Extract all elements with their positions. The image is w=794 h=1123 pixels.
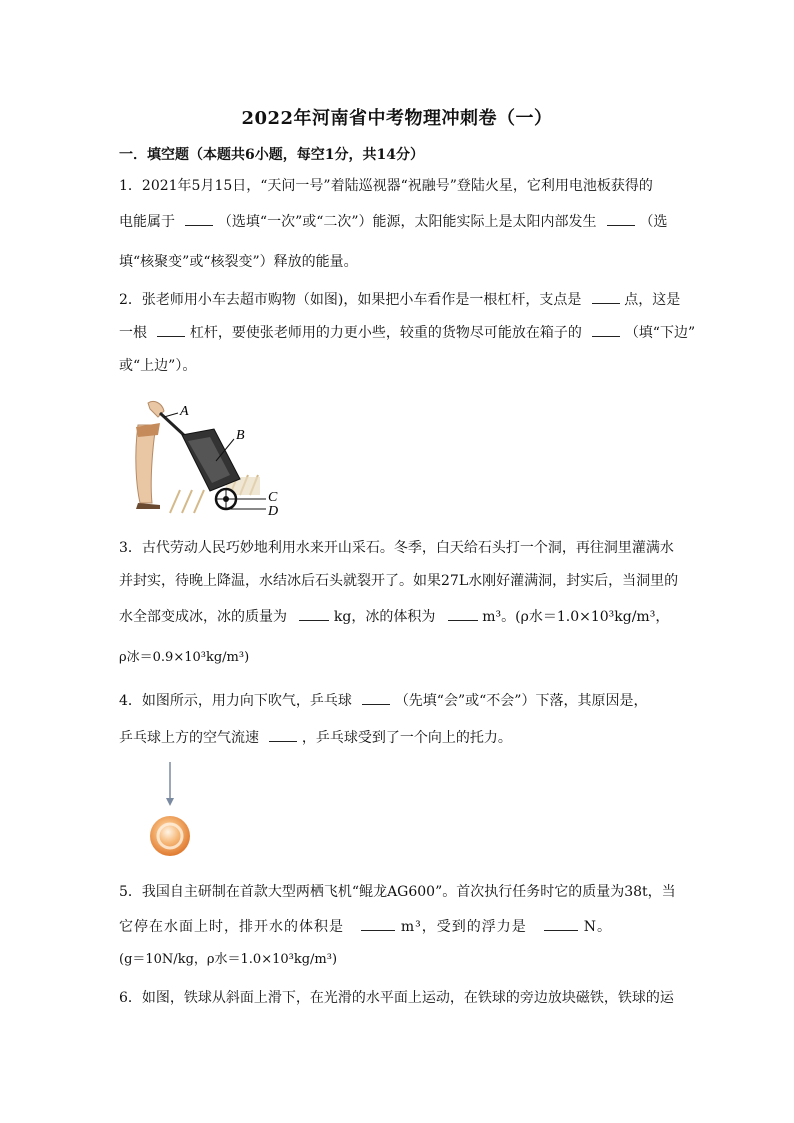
q2-blank-2[interactable] [157, 322, 185, 337]
q6-line-1: 6．如图，铁球从斜面上滑下，在光滑的水平面上运动，在铁球的旁边放块磁铁，铁球的运 [119, 990, 674, 1006]
q1-line-1: 1．2021年5月15日，“天问一号”着陆巡视器“祝融号”登陆火星，它利用电池板获得的 [119, 178, 653, 194]
q3-text: m³。(ρ水＝1.0×10³kg/m³， [482, 609, 670, 625]
q2-text: 2．张老师用小车去超市购物（如图)，如果把小车看作是一根杠杆，支点是 [119, 292, 582, 308]
q2-line-2 [119, 322, 696, 343]
q4-text: ，乒乓球受到了一个向上的托力。 [301, 730, 512, 746]
label-d: D [268, 504, 279, 519]
page-title: 2022年河南省中考物理冲刺卷（一） [241, 108, 553, 129]
q5-text: N。 [583, 919, 612, 935]
q1-text: 电能属于 [119, 214, 175, 230]
q2-text: 一根 [119, 325, 147, 341]
ping-pong-ball [150, 816, 190, 856]
q5-line-2 [119, 916, 679, 937]
q5-line-1: 5．我国自主研制在首款大型两栖飞机“鲲龙AG600”。首次执行任务时它的质量为38t，当 [119, 884, 676, 900]
label-a: A [180, 404, 189, 419]
q4-blank-1[interactable] [362, 690, 390, 705]
q2-text: （填“下边” [624, 325, 696, 341]
q5-blank-2[interactable] [544, 916, 578, 931]
q3-line-2: 并封实，待晚上降温，水结冰后石头就裂开了。如果27L水刚好灌满洞，封实后，当洞里的 [119, 573, 679, 589]
q3-text: kg，冰的体积为 [333, 609, 436, 625]
q3-line-4: ρ冰＝0.9×10³kg/m³) [119, 650, 250, 665]
q4-line-2 [119, 727, 679, 748]
label-b: B [236, 428, 245, 443]
q2-line-3: 或“上边”）。 [119, 358, 197, 374]
q4-text: 乒乓球上方的空气流速 [119, 730, 259, 746]
q1-text: （选填“一次”或“二次”）能源，太阳能实际上是太阳内部发生 [217, 214, 597, 230]
q3-text: 水全部变成冰，冰的质量为 [119, 609, 287, 625]
label-c: C [268, 490, 278, 505]
q5-text: 它停在水面上时，排开水的体积是 [119, 919, 344, 935]
q2-line-1 [119, 289, 679, 310]
q3-blank-1[interactable] [299, 606, 329, 621]
q4-text: 4．如图所示，用力向下吹气，乒乓球 [119, 693, 352, 709]
shopping-cart-figure [130, 395, 290, 520]
ping-pong-figure [140, 760, 200, 860]
q1-line-3: 填“核聚变”或“核裂变”）释放的能量。 [119, 254, 358, 270]
q5-blank-1[interactable] [361, 916, 395, 931]
q2-text: 点，这是 [624, 292, 681, 308]
q1-blank-1[interactable] [185, 211, 213, 226]
q5-line-3: (g＝10N/kg，ρ水＝1.0×10³kg/m³) [119, 952, 338, 967]
shoe [136, 503, 160, 509]
leader-line-a [164, 413, 178, 417]
q2-blank-3[interactable] [592, 322, 620, 337]
section-heading: 一．填空题（本题共6小题，每空1分，共14分） [119, 147, 424, 163]
q3-line-3 [119, 606, 679, 627]
q3-line-1: 3．古代劳动人民巧妙地利用水来开山采石。冬季，白天给石头打一个洞，再往洞里灌满水 [119, 540, 674, 556]
q2-blank-1[interactable] [592, 289, 620, 304]
q4-text: （先填“会”或“不会”）下落，其原因是， [394, 693, 648, 709]
q4-blank-2[interactable] [269, 727, 297, 742]
air-arrow-head [166, 798, 174, 806]
q3-blank-2[interactable] [448, 606, 478, 621]
q4-line-1 [119, 690, 679, 711]
q5-text: m³，受到的浮力是 [400, 919, 527, 935]
q1-text: （选 [639, 214, 668, 230]
q1-blank-2[interactable] [607, 211, 635, 226]
q1-line-2 [119, 211, 679, 232]
q2-text: 杠杆，要使张老师用的力更小些，较重的货物尽可能放在箱子的 [189, 325, 582, 341]
